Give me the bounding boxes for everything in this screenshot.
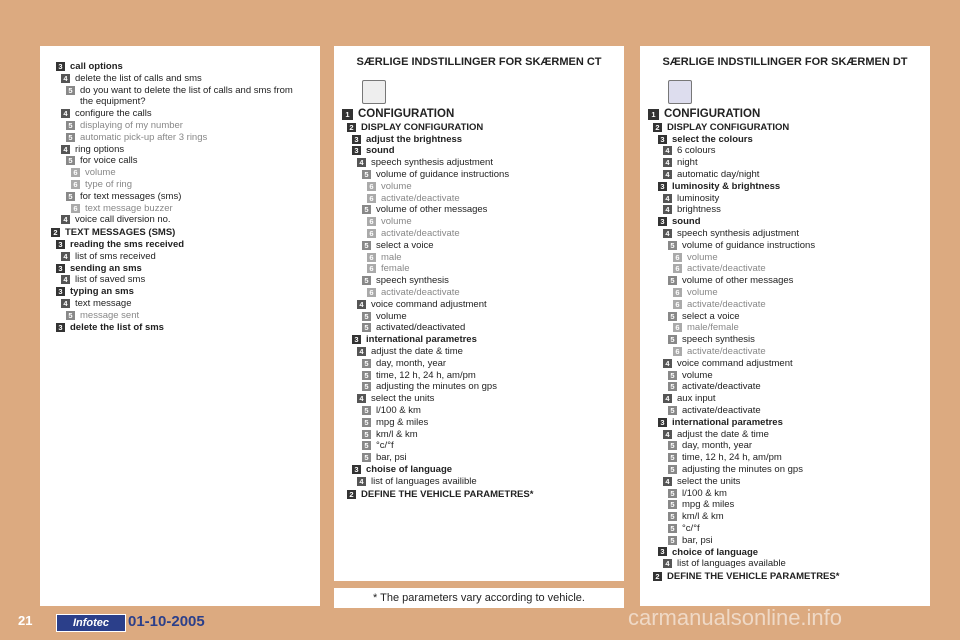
level-badge: 5 — [362, 382, 371, 391]
level-badge: 4 — [663, 158, 672, 167]
menu-item-label: sound — [672, 216, 701, 228]
menu-item — [46, 155, 314, 167]
menu-item-label: call options — [70, 61, 123, 72]
menu-item-label: activate/deactivate — [682, 404, 761, 416]
menu-item — [342, 417, 620, 429]
level-badge: 5 — [668, 465, 677, 474]
level-badge: 5 — [362, 406, 371, 415]
level-badge: 3 — [56, 240, 65, 249]
menu-item-label: speech synthesis — [376, 275, 449, 287]
menu-item — [342, 489, 620, 501]
menu-item — [648, 252, 926, 264]
menu-item — [648, 571, 926, 583]
menu-item — [46, 85, 314, 109]
level-badge: 5 — [362, 418, 371, 427]
menu-item-label: mpg & miles — [682, 499, 735, 511]
menu-item — [648, 287, 926, 299]
level-badge: 6 — [71, 180, 80, 189]
menu-item-label: adjust the brightness — [366, 133, 463, 145]
menu-item — [342, 287, 620, 299]
level-badge: 3 — [56, 323, 65, 332]
menu-item-label: adjust the date & time — [371, 345, 463, 357]
menu-item — [648, 499, 926, 511]
menu-item-label: reading the sms received — [70, 238, 185, 250]
level-badge: 4 — [61, 252, 70, 261]
menu-item-label: ring options — [75, 143, 125, 155]
level-badge: 3 — [658, 217, 667, 226]
menu-item-label: speech synthesis — [682, 334, 755, 346]
level-badge: 4 — [663, 146, 672, 155]
level-badge: 5 — [362, 430, 371, 439]
menu-item — [648, 464, 926, 476]
menu-item-label: °c/°f — [376, 440, 394, 452]
menu-item — [648, 204, 926, 216]
menu-item-label: mpg & miles — [376, 416, 429, 428]
menu-item-label: DEFINE THE VEHICLE PARAMETRES* — [667, 571, 840, 583]
menu-item-label: list of languages available — [677, 558, 786, 570]
menu-item-label: sending an sms — [70, 262, 142, 274]
level-badge: 5 — [668, 500, 677, 509]
level-badge: 1 — [648, 109, 659, 120]
menu-item — [342, 216, 620, 228]
menu-item-label: international parametres — [672, 416, 783, 428]
menu-item-label: CONFIGURATION — [664, 108, 761, 121]
level-badge: 4 — [357, 347, 366, 356]
level-badge: 3 — [352, 146, 361, 155]
menu-item-label: displaying of my number — [80, 119, 183, 131]
menu-item-label: voice command adjustment — [677, 357, 793, 369]
level-badge: 5 — [668, 382, 677, 391]
menu-item-label: text message buzzer — [85, 202, 173, 214]
menu-item — [342, 429, 620, 441]
level-badge: 5 — [668, 406, 677, 415]
menu-item — [46, 274, 314, 286]
menu-item — [342, 193, 620, 205]
level-badge: 5 — [668, 453, 677, 462]
menu-item-label: message sent — [80, 309, 140, 321]
menu-item — [648, 488, 926, 500]
level-badge: 5 — [668, 371, 677, 380]
menu-item — [648, 181, 926, 193]
level-badge: 4 — [663, 559, 672, 568]
level-badge: 3 — [352, 335, 361, 344]
menu-item-label: sound — [366, 145, 395, 157]
menu-item — [342, 393, 620, 405]
menu-item-label: volume — [376, 310, 407, 322]
level-badge: 6 — [367, 217, 376, 226]
menu-item-label: 6 colours — [677, 145, 716, 157]
menu-item-label: delete the list of calls and sms — [75, 72, 202, 84]
menu-item — [342, 181, 620, 193]
level-badge: 4 — [61, 109, 70, 118]
menu-item — [46, 298, 314, 310]
menu-item — [648, 299, 926, 311]
menu-item — [648, 476, 926, 488]
menu-item — [342, 240, 620, 252]
level-badge: 3 — [352, 135, 361, 144]
menu-item — [648, 429, 926, 441]
menu-item-label: configure the calls — [75, 108, 152, 120]
menu-item-label: time, 12 h, 24 h, am/pm — [682, 452, 782, 464]
menu-item — [46, 61, 314, 73]
menu-item — [648, 346, 926, 358]
menu-item-label: volume — [381, 180, 412, 192]
level-badge: 4 — [61, 299, 70, 308]
menu-item — [648, 523, 926, 535]
level-badge: 6 — [673, 288, 682, 297]
level-badge: 4 — [61, 275, 70, 284]
menu-item-label: male/female — [687, 322, 739, 334]
level-badge: 5 — [362, 170, 371, 179]
menu-item — [342, 228, 620, 240]
level-badge: 5 — [668, 241, 677, 250]
level-badge: 5 — [362, 441, 371, 450]
level-badge: 4 — [61, 74, 70, 83]
menu-item — [342, 440, 620, 452]
level-badge: 4 — [663, 229, 672, 238]
menu-item-label: activate/deactivate — [381, 286, 460, 298]
menu-item — [648, 417, 926, 429]
menu-item-label: volume — [687, 286, 718, 298]
menu-item — [46, 132, 314, 144]
menu-item-label: adjusting the minutes on gps — [376, 381, 497, 393]
menu-item — [648, 535, 926, 547]
level-badge: 4 — [357, 300, 366, 309]
level-badge: 6 — [673, 323, 682, 332]
level-badge: 3 — [56, 287, 65, 296]
menu-item — [342, 145, 620, 157]
level-badge: 5 — [668, 512, 677, 521]
level-badge: 2 — [51, 228, 60, 237]
menu-item-label: volume of guidance instructions — [376, 169, 510, 180]
menu-item — [46, 310, 314, 322]
menu-item-label: l/100 & km — [682, 487, 727, 499]
level-badge: 2 — [347, 490, 356, 499]
menu-item-label: volume — [687, 251, 718, 263]
level-badge: 6 — [71, 204, 80, 213]
menu-item-label: choise of language — [366, 463, 453, 475]
level-badge: 4 — [663, 394, 672, 403]
level-badge: 4 — [663, 194, 672, 203]
print-date: 01-10-2005 — [128, 613, 205, 630]
level-badge: 5 — [668, 489, 677, 498]
level-badge: 3 — [658, 547, 667, 556]
level-badge: 1 — [342, 109, 353, 120]
menu-item — [46, 179, 314, 191]
watermark: carmanualsonline.info — [628, 605, 843, 630]
menu-item — [342, 204, 620, 216]
menu-item-label: night — [677, 157, 698, 169]
level-badge: 5 — [362, 371, 371, 380]
level-badge: 4 — [663, 477, 672, 486]
menu-item-label: text message — [75, 297, 132, 309]
dt-menu-tree — [648, 108, 926, 583]
menu-item-label: activated/deactivated — [376, 322, 466, 334]
menu-item-label: volume of guidance instructions — [682, 239, 816, 251]
menu-item — [648, 122, 926, 134]
menu-item — [342, 464, 620, 476]
dt-screen-icon — [668, 80, 692, 104]
level-badge: 4 — [357, 158, 366, 167]
menu-item — [342, 157, 620, 169]
level-badge: 5 — [668, 335, 677, 344]
level-badge: 5 — [362, 359, 371, 368]
menu-item — [648, 228, 926, 240]
menu-item-label: type of ring — [85, 178, 132, 190]
menu-item-label: speech synthesis adjustment — [371, 157, 493, 169]
menu-item-label: activate/deactivate — [381, 192, 460, 204]
menu-item-label: brightness — [677, 204, 721, 216]
menu-item-label: activate/deactivate — [687, 345, 766, 357]
level-badge: 3 — [352, 465, 361, 474]
ct-heading: SÆRLIGE INDSTILLINGER FOR SKÆRMEN CT — [356, 56, 602, 68]
menu-item — [342, 381, 620, 393]
menu-item-label: delete the list of sms — [70, 321, 164, 333]
menu-item-label: female — [381, 263, 410, 275]
menu-item — [342, 134, 620, 146]
menu-item — [342, 476, 620, 488]
menu-item-label: bar, psi — [682, 534, 713, 546]
menu-item-label: voice call diversion no. — [75, 214, 171, 226]
menu-item — [648, 358, 926, 370]
menu-item-label: for text messages (sms) — [80, 190, 182, 202]
dt-heading: SÆRLIGE INDSTILLINGER FOR SKÆRMEN DT — [662, 56, 908, 68]
level-badge: 2 — [347, 123, 356, 132]
menu-item — [648, 370, 926, 382]
menu-item — [648, 311, 926, 323]
menu-item — [648, 393, 926, 405]
menu-item-label: activate/deactivate — [682, 381, 761, 393]
menu-item — [648, 405, 926, 417]
menu-item-label: speech synthesis adjustment — [677, 227, 799, 239]
menu-item — [342, 252, 620, 264]
level-badge: 5 — [66, 156, 75, 165]
menu-item-label: male — [381, 251, 402, 263]
menu-item — [46, 144, 314, 156]
level-badge: 6 — [367, 194, 376, 203]
level-badge: 3 — [658, 135, 667, 144]
menu-item-label: select the units — [371, 393, 435, 405]
level-badge: 5 — [66, 311, 75, 320]
menu-item-label: l/100 & km — [376, 404, 421, 416]
menu-item — [648, 547, 926, 559]
ct-menu-tree — [342, 108, 620, 500]
menu-item-label: bar, psi — [376, 452, 407, 464]
infotec-logo: Infotec — [56, 614, 126, 632]
level-badge: 4 — [663, 205, 672, 214]
menu-item-label: international parametres — [366, 334, 477, 346]
menu-item-label: activate/deactivate — [381, 227, 460, 239]
menu-item-label: select the colours — [672, 133, 753, 145]
menu-item-label: list of saved sms — [75, 274, 146, 286]
menu-item — [46, 214, 314, 226]
menu-item-label: list of sms received — [75, 250, 156, 262]
level-badge: 2 — [653, 123, 662, 132]
menu-item-label: do you want to delete the list of calls and sms from the equipment? — [80, 84, 293, 108]
level-badge: 5 — [668, 536, 677, 545]
menu-item-label: TEXT MESSAGES (SMS) — [65, 227, 176, 239]
menu-item-label: DISPLAY CONFIGURATION — [361, 121, 484, 133]
menu-item — [648, 511, 926, 523]
level-badge: 5 — [668, 276, 677, 285]
level-badge: 4 — [663, 430, 672, 439]
level-badge: 5 — [66, 133, 75, 142]
menu-item-label: km/l & km — [376, 428, 418, 440]
menu-item — [342, 122, 620, 134]
menu-item-label: volume — [381, 216, 412, 228]
menu-item — [648, 440, 926, 452]
menu-item-label: volume — [682, 369, 713, 381]
level-badge: 4 — [357, 477, 366, 486]
level-badge: 3 — [56, 62, 65, 71]
level-badge: 6 — [367, 253, 376, 262]
menu-item — [342, 263, 620, 275]
menu-item — [648, 263, 926, 275]
menu-item-label: activate/deactivate — [687, 298, 766, 310]
menu-item-label: luminosity — [677, 192, 720, 204]
level-badge: 3 — [658, 418, 667, 427]
menu-item-label: for voice calls — [80, 155, 138, 167]
footnote: * The parameters vary according to vehicle. — [334, 588, 624, 608]
menu-item — [648, 558, 926, 570]
menu-item — [342, 334, 620, 346]
menu-item — [648, 334, 926, 346]
menu-item — [342, 311, 620, 323]
level-badge: 5 — [668, 524, 677, 533]
menu-item — [648, 169, 926, 181]
menu-item — [46, 120, 314, 132]
page-number: 21 — [18, 613, 33, 628]
menu-item-label: adjusting the minutes on gps — [682, 463, 803, 475]
menu-item-label: day, month, year — [682, 440, 753, 452]
level-badge: 4 — [61, 145, 70, 154]
menu-item-label: volume — [85, 167, 116, 179]
level-badge: 4 — [357, 394, 366, 403]
level-badge: 3 — [56, 264, 65, 273]
menu-item — [342, 109, 620, 121]
level-badge: 5 — [362, 276, 371, 285]
menu-item-label: luminosity & brightness — [672, 180, 781, 192]
level-badge: 5 — [66, 86, 75, 95]
menu-item — [648, 275, 926, 287]
menu-item — [46, 227, 314, 239]
menu-item-label: activate/deactivate — [687, 263, 766, 275]
menu-item-label: °c/°f — [682, 522, 700, 534]
menu-item — [648, 134, 926, 146]
menu-item — [648, 240, 926, 252]
menu-item — [648, 109, 926, 121]
level-badge: 5 — [362, 312, 371, 321]
menu-item — [342, 322, 620, 334]
menu-item-label: volume of other messages — [682, 275, 794, 287]
level-badge: 6 — [367, 288, 376, 297]
level-badge: 6 — [673, 264, 682, 273]
level-badge: 4 — [61, 215, 70, 224]
level-badge: 6 — [367, 229, 376, 238]
menu-item-label: km/l & km — [682, 511, 724, 523]
menu-item — [46, 263, 314, 275]
menu-item — [342, 169, 620, 181]
menu-item-label: aux input — [677, 393, 716, 405]
menu-item-label: select the units — [677, 475, 741, 487]
menu-item-label: CONFIGURATION — [358, 108, 455, 121]
menu-item-label: select a voice — [376, 239, 434, 251]
menu-item — [648, 452, 926, 464]
menu-item — [46, 167, 314, 179]
level-badge: 6 — [673, 253, 682, 262]
menu-item — [342, 358, 620, 370]
menu-item — [46, 239, 314, 251]
menu-item — [46, 191, 314, 203]
level-badge: 5 — [66, 121, 75, 130]
menu-item — [648, 216, 926, 228]
level-badge: 5 — [668, 312, 677, 321]
menu-item — [648, 193, 926, 205]
menu-item-label: select a voice — [682, 310, 740, 322]
level-badge: 5 — [362, 323, 371, 332]
menu-item-label: typing an sms — [70, 286, 134, 298]
level-badge: 4 — [663, 359, 672, 368]
menu-item-label: DEFINE THE VEHICLE PARAMETRES* — [361, 488, 534, 500]
menu-item-label: choice of language — [672, 546, 759, 558]
menu-item — [648, 381, 926, 393]
menu-item — [342, 370, 620, 382]
menu-item — [46, 322, 314, 334]
menu-item-label: day, month, year — [376, 357, 447, 369]
menu-item-label: list of languages availible — [371, 475, 477, 487]
menu-item — [648, 157, 926, 169]
menu-item — [342, 452, 620, 464]
menu-item-label: adjust the date & time — [677, 428, 769, 440]
level-badge: 5 — [362, 205, 371, 214]
menu-item — [46, 286, 314, 298]
level-badge: 4 — [663, 170, 672, 179]
level-badge: 5 — [362, 453, 371, 462]
menu-item — [342, 405, 620, 417]
menu-item-label: time, 12 h, 24 h, am/pm — [376, 369, 476, 381]
menu-item-label: automatic pick-up after 3 rings — [80, 131, 208, 143]
level-badge: 6 — [673, 347, 682, 356]
menu-item — [46, 108, 314, 120]
menu-item-label: automatic day/night — [677, 169, 760, 180]
level-badge: 5 — [66, 192, 75, 201]
left-menu-tree — [46, 61, 314, 333]
menu-item-label: DISPLAY CONFIGURATION — [667, 121, 790, 133]
menu-item — [46, 203, 314, 215]
ct-screen-icon — [362, 80, 386, 104]
menu-item — [46, 251, 314, 263]
menu-item — [648, 145, 926, 157]
menu-item-label: volume of other messages — [376, 204, 488, 216]
menu-item — [342, 346, 620, 358]
menu-item — [342, 299, 620, 311]
menu-item — [46, 73, 314, 85]
level-badge: 3 — [658, 182, 667, 191]
menu-item — [648, 322, 926, 334]
level-badge: 6 — [367, 182, 376, 191]
level-badge: 2 — [653, 572, 662, 581]
level-badge: 5 — [362, 241, 371, 250]
menu-item — [342, 275, 620, 287]
level-badge: 6 — [367, 264, 376, 273]
level-badge: 5 — [668, 441, 677, 450]
menu-item-label: voice command adjustment — [371, 298, 487, 310]
level-badge: 6 — [673, 300, 682, 309]
level-badge: 6 — [71, 168, 80, 177]
